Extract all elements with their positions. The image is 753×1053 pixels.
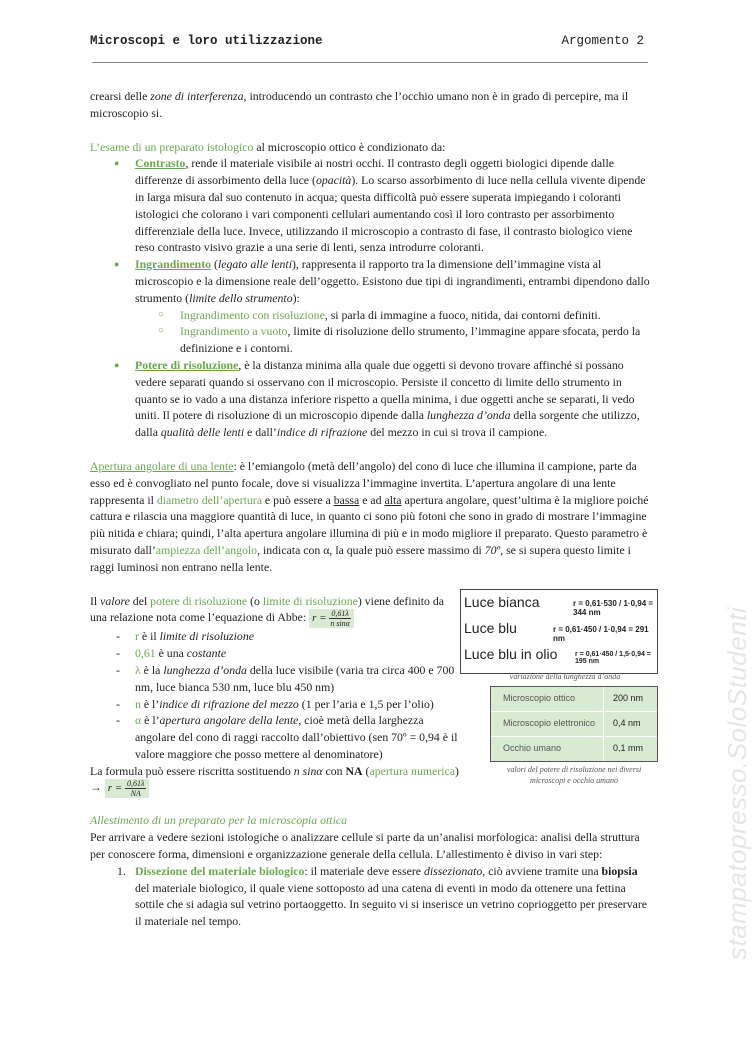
ring-bullet-icon: ○ bbox=[158, 308, 165, 320]
subbullet-vuoto: ○ Ingrandimento a vuoto, limite di risoluzione dello strumento, l’immagine appare sfocata, perdo la definizione e i contorni. bbox=[158, 324, 641, 356]
document-body bbox=[90, 88, 654, 930]
wavelength-figure bbox=[460, 589, 658, 674]
header-section: Argomento 2 bbox=[561, 34, 644, 48]
figure-row-label: Luce blu bbox=[464, 620, 517, 636]
dash-item: - λ è la lunghezza d’onda della luce visibile (varia tra circa 400 e 700 nm, luce bianca 530 nm, luce blu 450 nm) bbox=[116, 662, 455, 694]
figure-row-label: Luce bianca bbox=[464, 594, 540, 610]
resolution-caption: valori del potere di risoluzione nei diversi microscopi e occhio umano bbox=[506, 765, 642, 785]
table-row: Microscopio ottico 200 nm bbox=[491, 687, 657, 712]
dash-item: - r è il limite di risoluzione bbox=[116, 629, 254, 644]
bullet-icon: ● bbox=[114, 259, 120, 270]
bullet-contrasto: ● Contrasto, rende il materiale visibile ai nostri occhi. Il contrasto degli oggetti biologici dipende dalle differenze di assorbimento della luce (opacità). Lo scarso assorbimento di luce nella cellula vivente dipende in larga misura dal suo contenuto in acqua; questa difficoltà può essere superata impiegando i coloranti istologici che colorano i vari componenti cellulari aumentando così il loro contrasto per assorbimento differenziale della luce. Invece, utilizzando il microscopio a contrasto di fase, il contrasto biologico viene reso contrasto visivo grazie a una serie di lenti, senza introdurre coloranti. bbox=[114, 156, 646, 255]
resolution-table-figure bbox=[490, 686, 658, 762]
subbullet-risoluzione: ○ Ingrandimento con risoluzione, si parla di immagine a fuoco, nitida, dai contorni definiti. bbox=[158, 307, 601, 322]
abbe-formula: r = $\frac{0,61\lambda}{\text{n sinα}}$ bbox=[309, 609, 354, 628]
table-row: Occhio umano 0,1 mm bbox=[503, 743, 644, 753]
ring-bullet-icon: ○ bbox=[158, 325, 165, 337]
figure-row-equation: r = 0,61·450 / 1,5·0,94 = 195 nm bbox=[575, 651, 651, 665]
header-rule bbox=[92, 62, 648, 63]
paragraph-intro: crearsi delle zone di interferenza, introducendo un contrasto che l’occhio umano non è in grado di percepire, ma il microscopio si. bbox=[90, 89, 629, 120]
dash-item: - n è l’indice di rifrazione del mezzo (1 per l’aria e 1,5 per l’olio) bbox=[116, 696, 434, 711]
paragraph-formula-na: → r = $\frac{0,61\lambda}{NA}$ bbox=[90, 779, 462, 798]
bullet-icon: ● bbox=[114, 158, 120, 169]
dash-item: - 0,61 è una costante bbox=[116, 646, 227, 661]
figure-row-label: Luce blu in olio bbox=[464, 646, 558, 662]
bullet-potere: ● Potere di risoluzione, è la distanza minima alla quale due oggetti si devono trovare affinché si possano vedere separati quando si osservano con il microscopio. Persiste il concetto di limite dello strumento in quanto se io vado a una distanza inferiore rispetto a quella minima, i due oggetti anche se separati, li vedo uniti. Il potere di risoluzione di un microscopio dipende dalla lunghezza d’onda della sorgente che utilizzo, dalla qualità delle lenti e dall’indice di rifrazione del mezzo in cui si trova il campione. bbox=[114, 357, 640, 440]
allestimento-title: Allestimento di un preparato per la microscopia ottica bbox=[90, 813, 347, 828]
paragraph-abbe: Il valore del potere di risoluzione (o limite di risoluzione) viene definito da una relazione nota come l’equazione di Abbe: r = $\frac{0,61\lambda}{\text{n sinα}}$ bbox=[90, 593, 445, 629]
paragraph-apertura: Apertura angolare di una lente: è l’emiangolo (metà dell’angolo) del cono di luce che illumina il campione, parte da esso ed è convogliato nel punto focale, dove si visualizza l’immagine invertita. L’apertura angolare di una lente rappresenta il diametro dell’apertura e può essere a bassa e ad alta apertura angolare, quest’ultima è la migliore poiché cattura e rilascia una maggiore quantità di luce, in quanto ci sono più fotoni che sono in grado di mostrare l’immagine più nitida e chiara; quindi, l’alta apertura angolare illumina di più e in modo migliore il preparato. Questo parametro è misurato dall’ampiezza dell’angolo, indicata con α, la quale può essere massimo di 70º, se si supera questo limite i raggi luminosi non entrano nella lente. bbox=[90, 458, 649, 574]
paragraph-allestimento: Per arrivare a vedere sezioni istologiche o analizzare cellule si parte da un’analisi morfologica: analisi della struttura per conoscere forma, dimensioni e organizzazione generale della cellula. L’allestimento è diviso in vari step: bbox=[90, 830, 640, 862]
figure-row-equation: r = 0,61·530 / 1·0,94 = 344 nm bbox=[573, 599, 654, 617]
paragraph-esame: L’esame di un preparato istologico al microscopio ottico è condizionato da: bbox=[90, 139, 446, 154]
figure-row-equation: r = 0,61·450 / 1·0,94 = 291 nm bbox=[553, 625, 649, 643]
wavelength-caption: variazione della lunghezza d’onda bbox=[509, 672, 621, 681]
bullet-icon: ● bbox=[114, 359, 120, 370]
dash-item: - α è l’apertura angolare della lente, cioè metà della larghezza angolare del cono di raggi raccolto dall’obiettivo (sen 70º = 0,94 è il valore maggiore che posso mettere al denominatore) bbox=[116, 713, 458, 761]
paragraph-riscritta: La formula può essere riscritta sostituendo n sinα con NA (apertura numerica) bbox=[90, 763, 459, 778]
watermark: stampatopresso.SoloStudenti bbox=[722, 606, 752, 960]
page-header bbox=[90, 34, 648, 52]
table-row: Microscopio elettronico 0,4 nm bbox=[491, 712, 657, 737]
na-formula: r = $\frac{0,61\lambda}{NA}$ bbox=[105, 779, 150, 798]
step-1: 1. Dissezione del materiale biologico: il materiale deve essere dissezionato, ciò avviene tramite una biopsia del materiale biologico, il quale viene sottoposto ad una catena di eventi in modo da ottenere una fettina sottile che si adagia sul vetrino portaoggetto. In seguito vi si inserisce un vetrino coprioggetto per preservare il materiale nel tempo. bbox=[117, 863, 648, 929]
bullet-ingrandimento: ● Ingrandimento (legato alle lenti), rappresenta il rapporto tra la dimensione dell’immagine vista al microscopio e la dimensione reale dell’oggetto. Esistono due tipi di ingrandimenti, entrambi dipendono dallo strumento (limite dello strumento): bbox=[114, 257, 650, 305]
header-title: Microscopi e loro utilizzazione bbox=[90, 34, 323, 48]
abbe-section bbox=[90, 593, 462, 799]
